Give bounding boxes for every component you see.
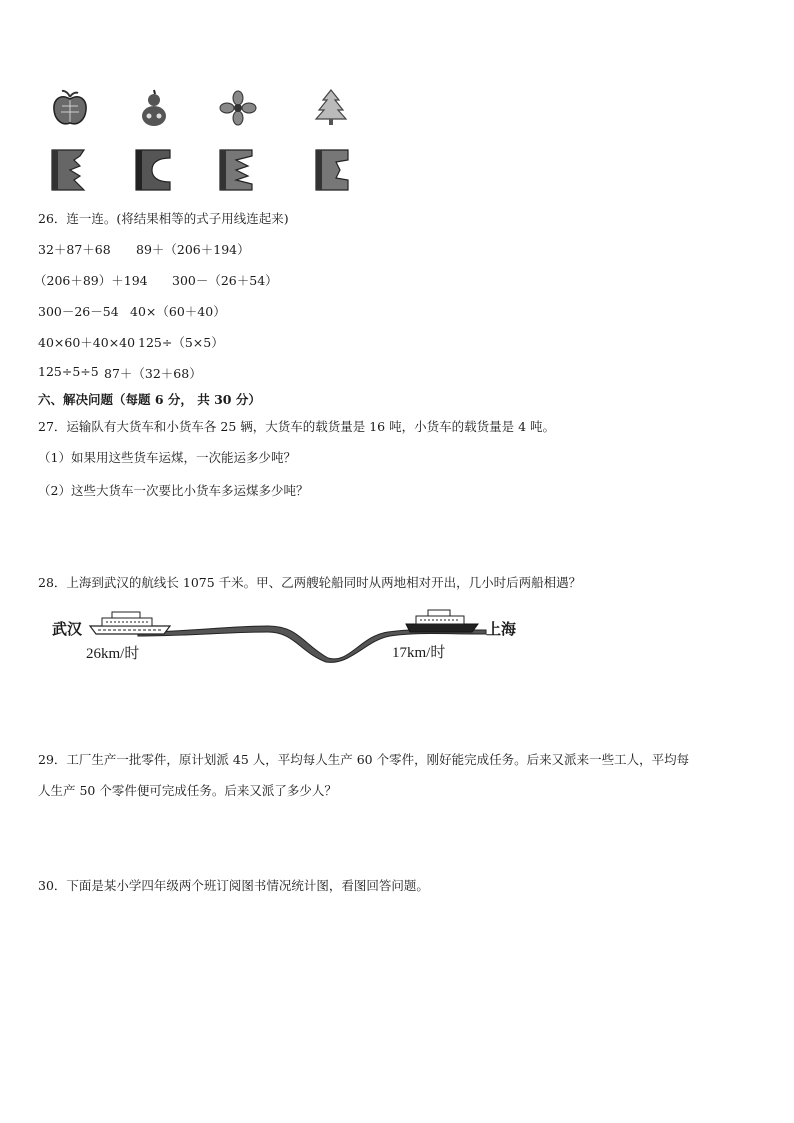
q30-text: 30．下面是某小学四年级两个班订阅图书情况统计图，看图回答问题。 <box>38 878 429 893</box>
q29-line2: 人生产 50 个零件便可完成任务。后来又派了多少人？ <box>38 783 337 798</box>
q26-row5-right: 87＋（32＋68） <box>104 366 202 381</box>
q26-row5-left: 125÷5÷5 <box>38 364 99 379</box>
ship-left-speed: 26km/时 <box>86 646 140 662</box>
q26-row3-left: 300－26－54 <box>38 304 119 319</box>
q26-row4-left: 40×60＋40×40 <box>38 335 136 350</box>
city-wuhan-label: 武汉 <box>52 620 83 638</box>
q29-line1: 29．工厂生产一批零件，原计划派 45 人，平均每人生产 60 个零件，刚好能完成任务。后来又派来一些工人，平均每 <box>38 752 690 767</box>
q26-row4-right: 125÷（5×5） <box>138 335 224 350</box>
ship-left-icon <box>90 612 170 634</box>
q26-title: 26．连一连。(将结果相等的式子用线连起来) <box>38 211 289 226</box>
ship-right-speed: 17km/时 <box>392 645 446 661</box>
shipping-route-diagram <box>88 604 488 664</box>
q26-row3-right: 40×（60＋40） <box>130 304 226 319</box>
cutout-e3-icon <box>314 148 354 192</box>
cutout-c-icon <box>134 148 174 192</box>
q26-row2-right: 300－（26＋54） <box>172 273 278 288</box>
q27-sub1: （1）如果用这些货车运煤，一次能运多少吨？ <box>38 450 296 465</box>
q26-row1-left: 32＋87＋68 <box>38 242 111 257</box>
flower-icon <box>218 90 258 126</box>
city-shanghai-label: 上海 <box>486 620 517 638</box>
section-6-heading: 六、解决问题（每题 6 分， 共 30 分） <box>38 392 261 407</box>
pine-tree-icon <box>314 88 348 126</box>
cutout-e2-icon <box>218 148 258 192</box>
gourd-icon <box>134 88 174 128</box>
q27-text: 27．运输队有大货车和小货车各 25 辆，大货车的载货量是 16 吨，小货车的载货量是 4 吨。 <box>38 419 556 434</box>
q27-sub2: （2）这些大货车一次要比小货车多运煤多少吨？ <box>38 483 309 498</box>
apple-icon <box>50 88 90 128</box>
cutout-e-icon <box>50 148 90 192</box>
q26-row1-right: 89＋（206＋194） <box>136 242 250 257</box>
ship-right-icon <box>406 610 478 632</box>
q26-row2-left: （206＋89）＋194 <box>34 273 148 288</box>
q28-text: 28．上海到武汉的航线长 1075 千米。甲、乙两艘轮船同时从两地相对开出，几小时后两船相遇？ <box>38 575 582 590</box>
